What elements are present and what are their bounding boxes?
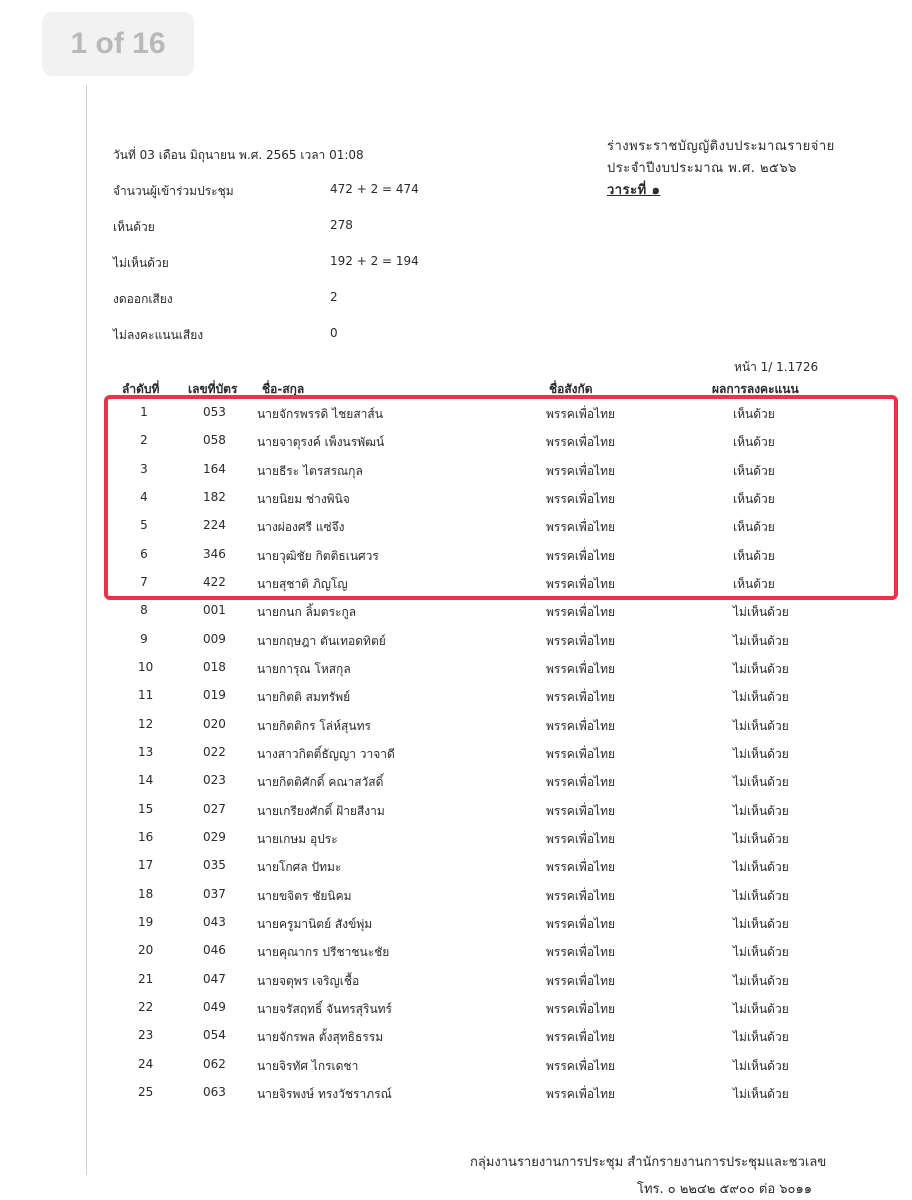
row-number: 24 xyxy=(138,1056,154,1071)
vote-result: เห็นด้วย xyxy=(733,463,775,478)
vote-result: ไม่เห็นด้วย xyxy=(733,661,789,676)
table-row xyxy=(0,773,912,801)
row-number: 7 xyxy=(140,574,148,589)
footer-telephone: โทร. ๐ ๒๒๔๒ ๕๙๐๐ ต่อ ๖๐๑๑ xyxy=(637,1182,812,1197)
table-row xyxy=(0,830,912,858)
table-row xyxy=(0,660,912,688)
summary-label-abstain: งดออกเสียง xyxy=(113,292,173,306)
header-vote: ผลการลงคะแนน xyxy=(712,382,799,396)
card-number: 054 xyxy=(203,1028,226,1043)
party-name: พรรคเพื่อไทย xyxy=(546,831,616,846)
vote-result: ไม่เห็นด้วย xyxy=(733,718,789,733)
card-number: 029 xyxy=(203,829,226,844)
vote-result: เห็นด้วย xyxy=(733,576,775,591)
table-row xyxy=(0,887,912,915)
member-name: นางผ่องศรี แซ่จึง xyxy=(257,520,345,535)
row-number: 21 xyxy=(138,971,154,986)
card-number: 037 xyxy=(203,886,226,901)
member-name: นายจาตุรงค์ เพ็งนรพัฒน์ xyxy=(257,435,385,450)
row-number: 25 xyxy=(138,1084,154,1099)
vote-result: ไม่เห็นด้วย xyxy=(733,633,789,648)
card-number: 020 xyxy=(203,716,226,731)
row-number: 5 xyxy=(140,518,148,533)
summary-value-attendees: 472 + 2 = 474 xyxy=(330,182,419,196)
table-row xyxy=(0,1000,912,1028)
page-indicator: 1 of 16 xyxy=(42,12,194,76)
summary-value-abstain: 2 xyxy=(330,290,338,304)
bill-title-line2: ประจำปีงบประมาณ พ.ศ. ๒๕๖๖ xyxy=(607,161,797,176)
card-number: 022 xyxy=(203,744,226,759)
row-number: 6 xyxy=(140,546,148,561)
party-name: พรรคเพื่อไทย xyxy=(546,775,616,790)
card-number: 422 xyxy=(203,574,226,589)
card-number: 182 xyxy=(203,489,226,504)
row-number: 14 xyxy=(138,773,154,788)
party-name: พรรคเพื่อไทย xyxy=(546,548,616,563)
party-name: พรรคเพื่อไทย xyxy=(546,690,616,705)
card-number: 023 xyxy=(203,773,226,788)
member-name: นายจิรพงษ์ ทรงวัชราภรณ์ xyxy=(257,1086,392,1101)
member-name: นายนิยม ช่างพินิจ xyxy=(257,491,350,506)
party-name: พรรคเพื่อไทย xyxy=(546,520,616,535)
row-number: 13 xyxy=(138,744,154,759)
vote-result: ไม่เห็นด้วย xyxy=(733,888,789,903)
party-name: พรรคเพื่อไทย xyxy=(546,576,616,591)
member-name: นายวุฒิชัย กิตติธเนศวร xyxy=(257,548,379,563)
member-name: นายโกศล ปัทมะ xyxy=(257,860,342,875)
party-name: พรรคเพื่อไทย xyxy=(546,803,616,818)
member-name: นายคุณากร ปรีชาชนะชัย xyxy=(257,945,390,960)
member-name: นายกฤษฎา ตันเทอดทิตย์ xyxy=(257,633,386,648)
party-name: พรรคเพื่อไทย xyxy=(546,435,616,450)
vote-result: ไม่เห็นด้วย xyxy=(733,1058,789,1073)
vote-result: เห็นด้วย xyxy=(733,491,775,506)
row-number: 23 xyxy=(138,1028,154,1043)
vote-result: ไม่เห็นด้วย xyxy=(733,690,789,705)
vote-result: ไม่เห็นด้วย xyxy=(733,803,789,818)
party-name: พรรคเพื่อไทย xyxy=(546,605,616,620)
member-name: นายสุชาติ ภิญโญ xyxy=(257,576,348,591)
date-line: วันที่ 03 เดือน มิถุนายน พ.ศ. 2565 เวลา 01:08 xyxy=(113,148,364,162)
vote-result: เห็นด้วย xyxy=(733,407,775,421)
row-number: 20 xyxy=(138,943,154,958)
vote-result: เห็นด้วย xyxy=(733,520,775,535)
party-name: พรรคเพื่อไทย xyxy=(546,407,616,421)
table-row xyxy=(0,688,912,716)
highlight-box xyxy=(104,395,898,600)
party-name: พรรคเพื่อไทย xyxy=(546,633,616,648)
table-row xyxy=(0,717,912,745)
card-number: 035 xyxy=(203,858,226,873)
member-name: นายขจิตร ชัยนิคม xyxy=(257,888,352,903)
table-row xyxy=(0,943,912,971)
member-name: นายกิตติกร โล่ห์สุนทร xyxy=(257,718,371,733)
member-name: นายกิตติศักดิ์ คณาสวัสดิ์ xyxy=(257,775,384,790)
footer-department: กลุ่มงานรายงานการประชุม สำนักรายงานการประชุมและชวเลข xyxy=(470,1155,827,1170)
vote-result: ไม่เห็นด้วย xyxy=(733,746,789,761)
party-name: พรรคเพื่อไทย xyxy=(546,1001,616,1016)
party-name: พรรคเพื่อไทย xyxy=(546,1086,616,1101)
row-number: 3 xyxy=(140,461,148,476)
member-name: นายกนก ลิ้มตระกูล xyxy=(257,605,357,620)
header-name: ชื่อ-สกุล xyxy=(262,382,305,396)
vote-result: เห็นด้วย xyxy=(733,435,775,450)
row-number: 8 xyxy=(140,603,148,618)
table-row xyxy=(0,1028,912,1056)
table-row xyxy=(0,802,912,830)
vote-result: ไม่เห็นด้วย xyxy=(733,605,789,620)
summary-value-disagree: 192 + 2 = 194 xyxy=(330,254,419,268)
vote-result: ไม่เห็นด้วย xyxy=(733,973,789,988)
card-number: 062 xyxy=(203,1056,226,1071)
row-number: 9 xyxy=(140,631,148,646)
party-name: พรรคเพื่อไทย xyxy=(546,463,616,478)
vote-result: ไม่เห็นด้วย xyxy=(733,945,789,960)
row-number: 10 xyxy=(138,659,154,674)
member-name: นายการุณ โหสกุล xyxy=(257,661,351,676)
card-number: 009 xyxy=(203,631,226,646)
member-name: นายธีระ ไตรสรณกุล xyxy=(257,463,363,478)
member-name: นายจตุพร เจริญเชื้อ xyxy=(257,973,360,988)
table-row xyxy=(0,915,912,943)
party-name: พรรคเพื่อไทย xyxy=(546,916,616,931)
summary-label-agree: เห็นด้วย xyxy=(113,220,155,234)
summary-label-disagree: ไม่เห็นด้วย xyxy=(113,256,169,270)
card-number: 018 xyxy=(203,659,226,674)
table-row xyxy=(0,745,912,773)
vote-result: ไม่เห็นด้วย xyxy=(733,775,789,790)
party-name: พรรคเพื่อไทย xyxy=(546,491,616,506)
row-number: 11 xyxy=(138,688,154,703)
page-reference: หน้า 1/ 1.1726 xyxy=(734,360,819,374)
table-row xyxy=(0,1057,912,1085)
card-number: 224 xyxy=(203,518,226,533)
summary-label-no-vote: ไม่ลงคะแนนเสียง xyxy=(113,328,204,342)
member-name: นายจรัสฤทธิ์ จันทรสุรินทร์ xyxy=(257,1001,393,1016)
vote-result: ไม่เห็นด้วย xyxy=(733,860,789,875)
summary-value-agree: 278 xyxy=(330,218,353,232)
member-name: นายจักรพรรดิ ไชยสาส์น xyxy=(257,407,383,421)
card-number: 063 xyxy=(203,1084,226,1099)
summary-label-attendees: จำนวนผู้เข้าร่วมประชุม xyxy=(113,184,234,198)
party-name: พรรคเพื่อไทย xyxy=(546,973,616,988)
bill-title-line1: ร่างพระราชบัญญัติงบประมาณรายจ่าย xyxy=(607,139,835,154)
header-card: เลขที่บัตร xyxy=(188,382,238,396)
vote-result: ไม่เห็นด้วย xyxy=(733,831,789,846)
card-number: 027 xyxy=(203,801,226,816)
table-row xyxy=(0,858,912,886)
row-number: 17 xyxy=(138,858,154,873)
row-number: 12 xyxy=(138,716,154,731)
card-number: 043 xyxy=(203,914,226,929)
member-name: นายเกรียงศักดิ์ ฝ้ายสีงาม xyxy=(257,803,385,818)
party-name: พรรคเพื่อไทย xyxy=(546,718,616,733)
card-number: 049 xyxy=(203,999,226,1014)
party-name: พรรคเพื่อไทย xyxy=(546,945,616,960)
row-number: 2 xyxy=(140,433,148,448)
vote-result: ไม่เห็นด้วย xyxy=(733,1001,789,1016)
header-no: ลำดับที่ xyxy=(122,382,160,396)
summary-value-no-vote: 0 xyxy=(330,326,338,340)
row-number: 18 xyxy=(138,886,154,901)
header-party: ชื่อสังกัด xyxy=(549,382,593,396)
table-row xyxy=(0,972,912,1000)
party-name: พรรคเพื่อไทย xyxy=(546,1058,616,1073)
table-row xyxy=(0,1085,912,1113)
card-number: 058 xyxy=(203,433,226,448)
party-name: พรรคเพื่อไทย xyxy=(546,746,616,761)
card-number: 019 xyxy=(203,688,226,703)
row-number: 16 xyxy=(138,829,154,844)
card-number: 164 xyxy=(203,461,226,476)
vote-result: เห็นด้วย xyxy=(733,548,775,563)
vote-result: ไม่เห็นด้วย xyxy=(733,1086,789,1101)
vote-result: ไม่เห็นด้วย xyxy=(733,916,789,931)
member-name: นายครูมานิตย์ สังข์พุ่ม xyxy=(257,916,373,931)
party-name: พรรคเพื่อไทย xyxy=(546,1030,616,1045)
member-name: นายกิตติ สมทรัพย์ xyxy=(257,690,351,705)
card-number: 053 xyxy=(203,405,226,419)
card-number: 346 xyxy=(203,546,226,561)
party-name: พรรคเพื่อไทย xyxy=(546,888,616,903)
member-name: นายเกษม อุประ xyxy=(257,831,338,846)
party-name: พรรคเพื่อไทย xyxy=(546,860,616,875)
row-number: 22 xyxy=(138,999,154,1014)
row-number: 4 xyxy=(140,489,148,504)
card-number: 047 xyxy=(203,971,226,986)
vote-result: ไม่เห็นด้วย xyxy=(733,1030,789,1045)
party-name: พรรคเพื่อไทย xyxy=(546,661,616,676)
row-number: 1 xyxy=(140,405,148,419)
row-number: 15 xyxy=(138,801,154,816)
member-name: นายจักรพล ตั้งสุทธิธรรม xyxy=(257,1030,384,1045)
card-number: 001 xyxy=(203,603,226,618)
row-number: 19 xyxy=(138,914,154,929)
member-name: นางสาวกิตติ์ธัญญา วาจาดี xyxy=(257,746,395,761)
table-row xyxy=(0,632,912,660)
table-row xyxy=(0,603,912,631)
bill-reading: วาระที่ ๑ xyxy=(607,183,661,198)
member-name: นายจิรทัศ ไกรเดชา xyxy=(257,1058,359,1073)
card-number: 046 xyxy=(203,943,226,958)
bill-title-block xyxy=(607,136,835,202)
